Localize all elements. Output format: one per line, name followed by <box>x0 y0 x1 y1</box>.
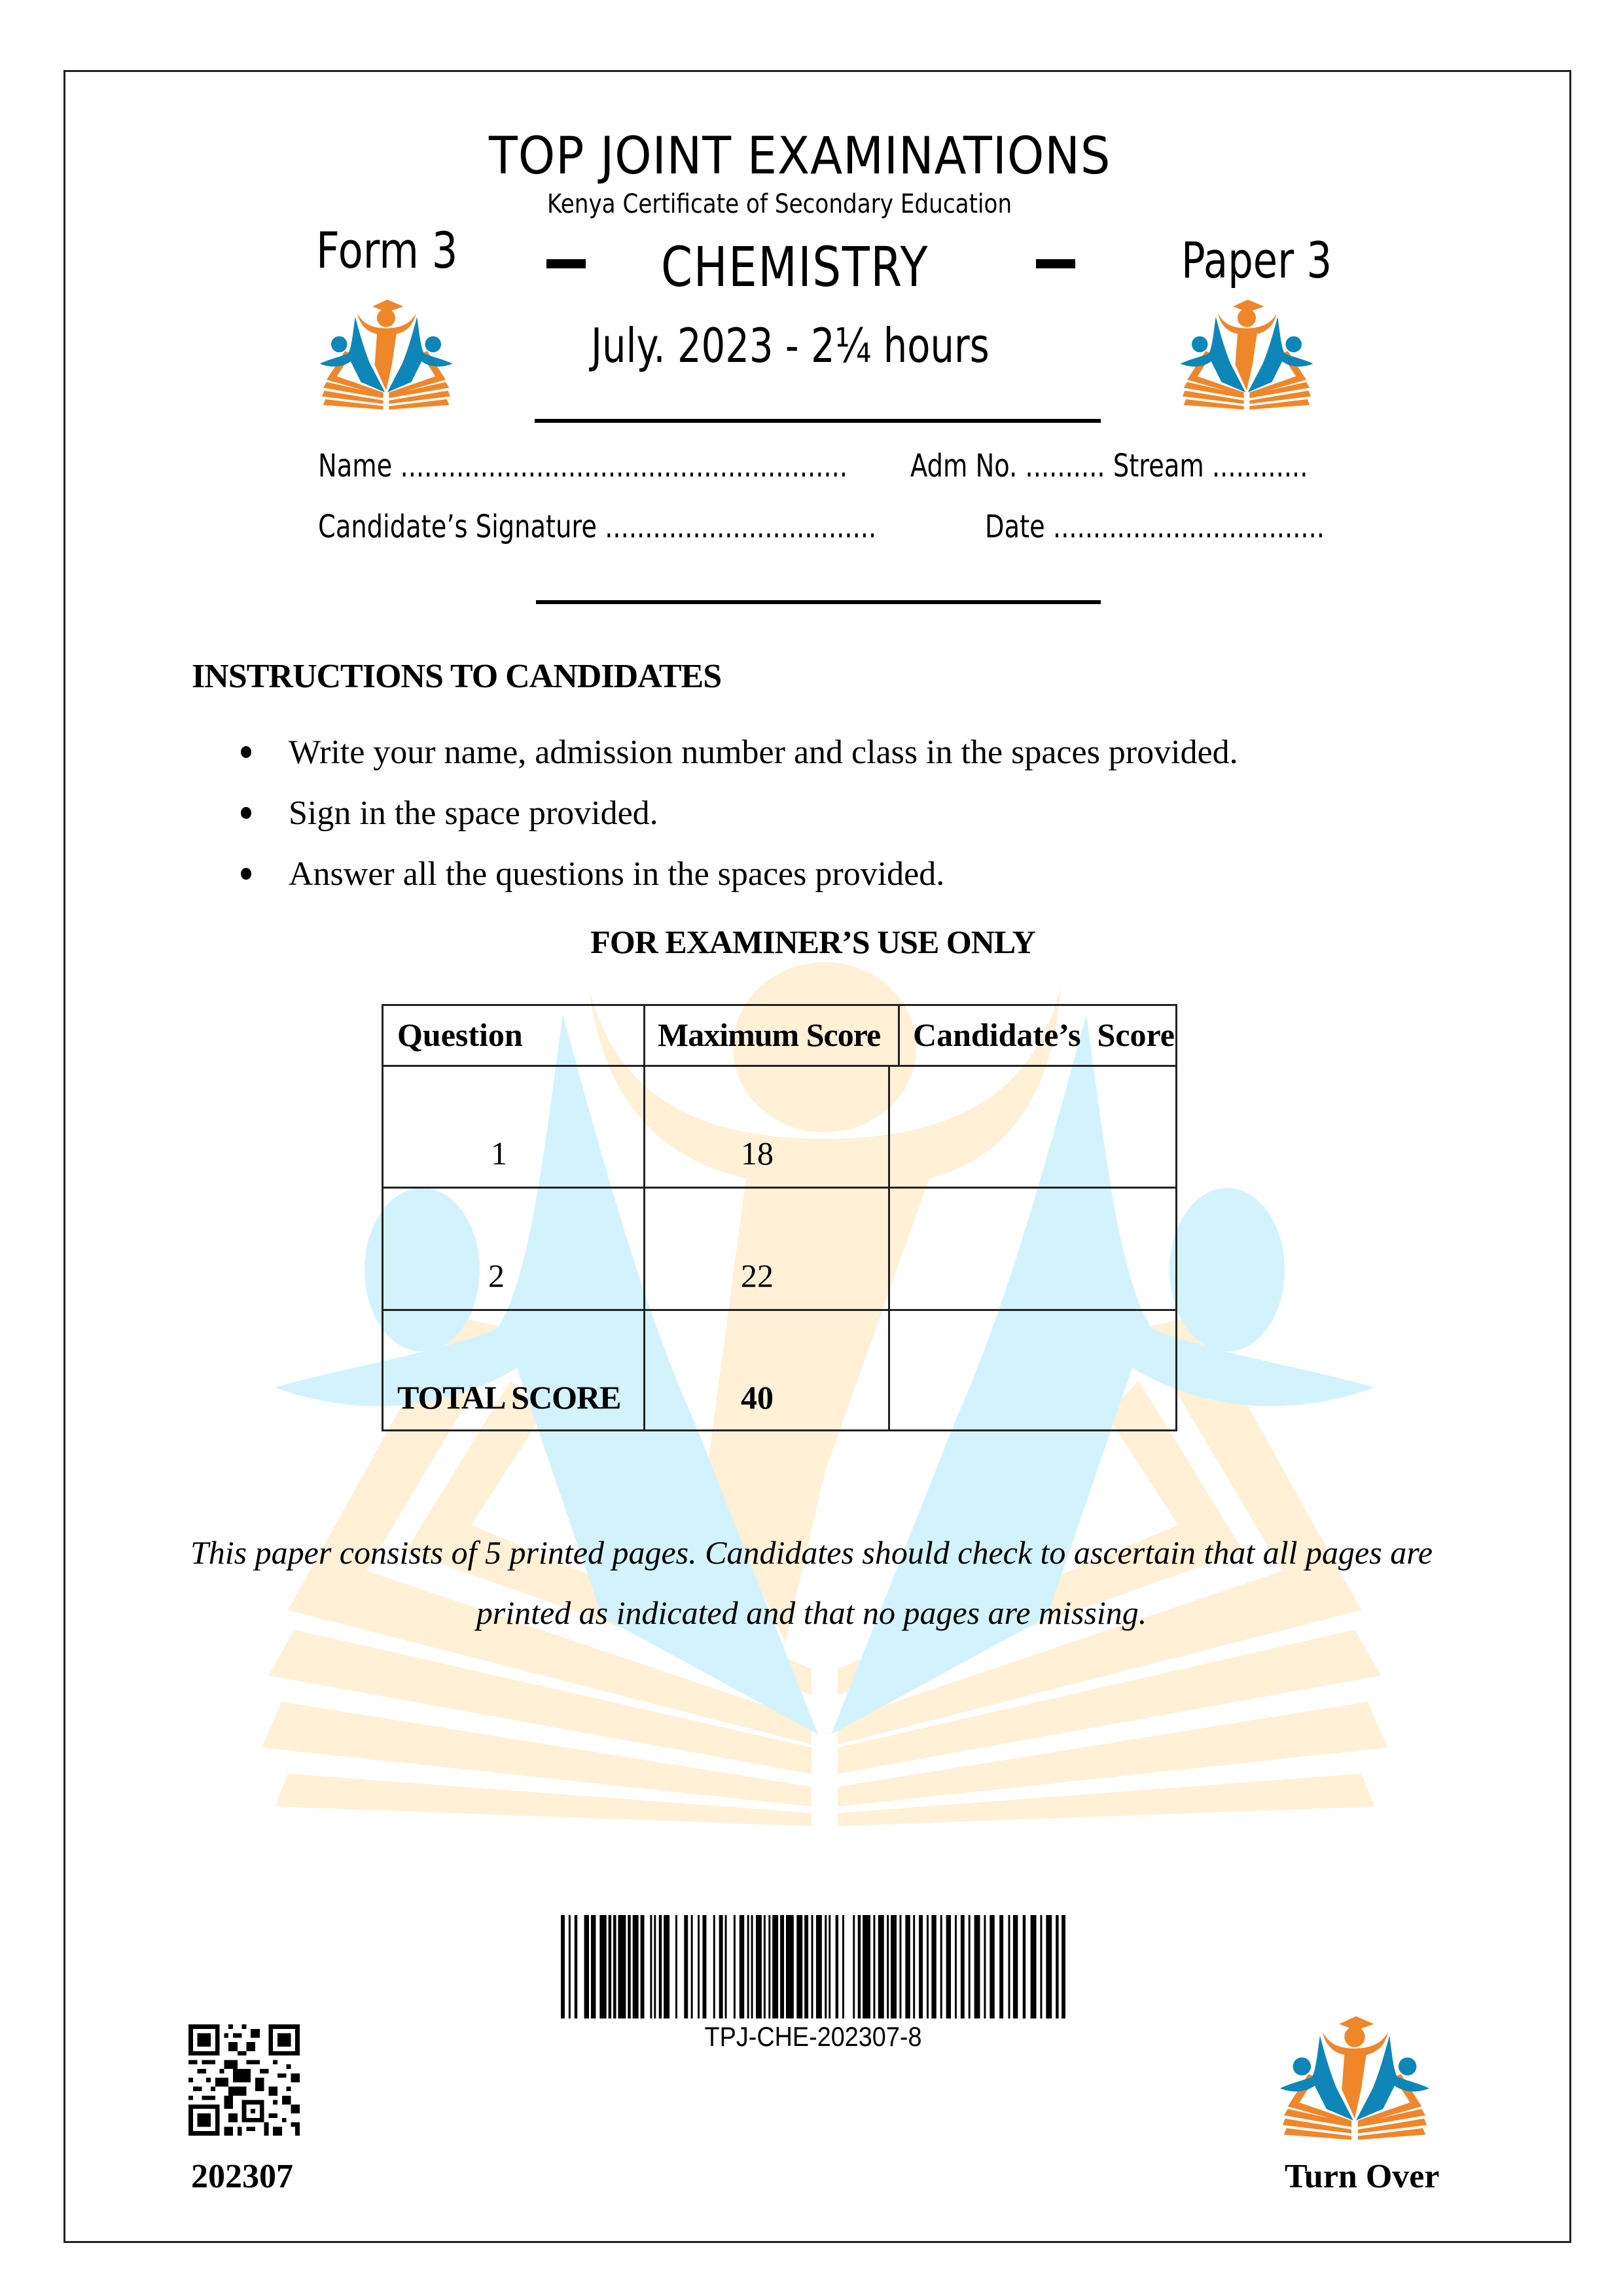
pages-note-line-1: This paper consists of 5 printed pages. Candidates should check to ascertain that all pages are <box>190 1534 1433 1571</box>
table-border <box>1175 1004 1177 1431</box>
table-border <box>382 1309 1177 1311</box>
bullet-icon <box>241 868 251 880</box>
instruction-item: Sign in the space provided. <box>236 794 1238 855</box>
table-border <box>382 1187 1177 1189</box>
candidate-row-1 <box>318 450 847 482</box>
score-table <box>382 1004 1177 1431</box>
table-border <box>643 1004 645 1431</box>
date-field[interactable]: .................................. <box>1053 509 1325 545</box>
examiner-heading: FOR EXAMINER’S USE ONLY <box>590 924 1035 960</box>
table-border <box>888 1065 890 1431</box>
instructions-list <box>236 733 1238 916</box>
education-logo-icon <box>1277 2011 1432 2142</box>
date-label: Date <box>985 509 1045 545</box>
header-rule-top <box>535 419 1101 423</box>
total-max-score: 40 <box>741 1379 774 1416</box>
stream-label: Stream <box>1113 448 1204 484</box>
table-border <box>382 1429 1177 1431</box>
organization-title: TOP JOINT EXAMINATIONS <box>489 127 1111 186</box>
instruction-item: Write your name, admission number and class in the spaces provided. <box>236 733 1238 794</box>
row-1-question: 1 <box>491 1135 507 1172</box>
column-header-candidate-score: Candidate’s Score <box>913 1016 1175 1053</box>
dash-right <box>1036 259 1075 268</box>
candidate-row-1b <box>910 450 1308 482</box>
name-field[interactable]: ........................................................ <box>400 448 848 484</box>
total-label: TOTAL SCORE <box>397 1379 621 1416</box>
education-logo-icon <box>1178 295 1315 412</box>
stream-field[interactable]: ............ <box>1211 448 1308 484</box>
table-border <box>382 1065 1177 1067</box>
pages-note-line-2: printed as indicated and that no pages are missing. <box>476 1594 1147 1631</box>
row-2-question: 2 <box>488 1257 505 1294</box>
signature-field[interactable]: .................................. <box>605 509 877 545</box>
table-border <box>898 1004 900 1066</box>
bullet-icon <box>241 807 251 819</box>
name-label: Name <box>318 448 393 484</box>
row-2-candidate-score[interactable] <box>905 1200 1167 1299</box>
row-2-max-score: 22 <box>741 1257 774 1294</box>
barcode-label: TPJ-CHE-202307-8 <box>704 2021 922 2052</box>
column-header-max-score: Maximum Score <box>658 1016 881 1053</box>
column-header-question: Question <box>397 1016 523 1053</box>
qr-code-icon <box>188 2020 300 2140</box>
subject-title: CHEMISTRY <box>661 235 929 299</box>
certificate-subtitle: Kenya Certificate of Secondary Education <box>547 189 1012 219</box>
paper-code: 202307 <box>191 2158 293 2195</box>
form-label: Form 3 <box>316 221 458 279</box>
total-candidate-score[interactable] <box>905 1321 1167 1420</box>
barcode-icon <box>561 1915 1065 2018</box>
candidate-row-2b <box>985 511 1325 543</box>
table-border <box>382 1004 383 1431</box>
adm-field[interactable]: .......... <box>1025 448 1105 484</box>
turn-over-label: Turn Over <box>1285 2158 1440 2195</box>
signature-label: Candidate’s Signature <box>318 509 597 545</box>
candidate-row-2 <box>318 511 876 543</box>
header-rule-bottom <box>536 600 1101 604</box>
adm-label: Adm No. <box>910 448 1018 484</box>
paper-label: Paper 3 <box>1181 231 1332 289</box>
row-1-max-score: 18 <box>741 1135 774 1172</box>
bullet-icon <box>241 746 251 758</box>
table-border <box>382 1004 1177 1006</box>
row-1-candidate-score[interactable] <box>905 1083 1167 1181</box>
instructions-heading: INSTRUCTIONS TO CANDIDATES <box>192 658 722 695</box>
dash-left <box>546 259 586 268</box>
instruction-item: Answer all the questions in the spaces provided. <box>236 855 1238 916</box>
date-duration: July. 2023 - 2¼ hours <box>591 318 990 373</box>
education-logo-icon <box>317 295 455 412</box>
